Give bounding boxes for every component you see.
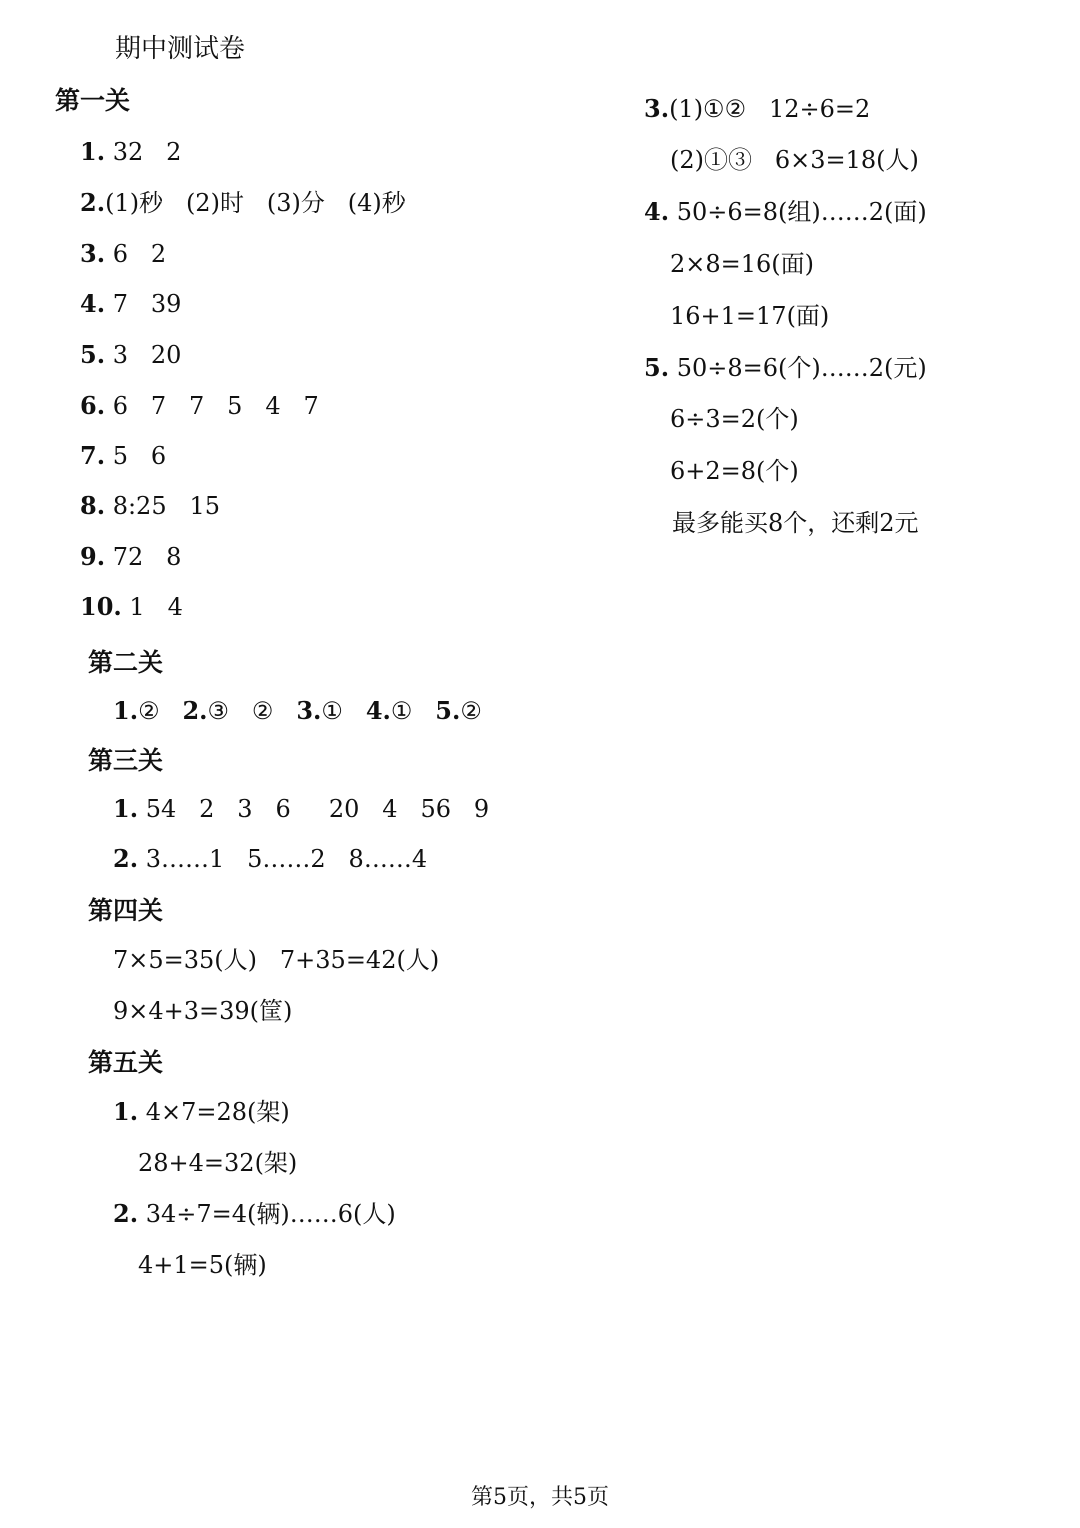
answer-line: 2×8=16(面) [670,250,815,278]
answer-line [80,188,406,217]
question-number: 10. [80,592,122,621]
question-number: 8. [80,491,106,520]
question-number: 1. [113,696,139,725]
question-number: 3. [644,94,670,123]
answer-line [113,1097,290,1126]
question-number: 5. [435,696,461,725]
answer-line [113,696,482,725]
answer-text: ① [321,697,343,725]
answer-text: 54 2 3 6 20 4 56 9 [145,795,490,823]
answer-text: 4×7=28(架) [145,1098,290,1126]
answer-line: 7×5=35(人) 7+35=42(人) [113,946,440,974]
page-title: 期中测试卷 [115,34,246,64]
question-number: 4. [644,197,670,226]
answer-line [113,1199,396,1228]
answer-line [644,197,927,226]
page-footer: 第5页，共5页 [471,1485,609,1510]
answer-text: 34÷7=4(辆)……6(人) [145,1200,396,1228]
question-number: 5. [644,353,670,382]
question-number: 3. [296,696,322,725]
question-number: 6. [80,391,106,420]
section-heading-5: 第五关 [88,1048,164,1077]
answer-text: ② [460,697,482,725]
answer-line: 16+1=17(面) [670,302,830,330]
answer-text: 3……1 5……2 8……4 [145,845,428,873]
question-number: 5. [80,340,106,369]
answer-text: 3 20 [112,341,182,369]
answer-line: 6+2=8(个) [670,457,799,485]
answer-line [644,353,927,382]
answer-line [113,844,428,873]
answer-text: 6 7 7 5 4 7 [112,392,319,420]
answer-line [80,542,182,571]
section-heading-4: 第四关 [88,896,164,925]
answer-line [80,491,221,520]
question-number: 7. [80,441,106,470]
section-heading-2: 第二关 [88,648,164,677]
answer-text: ③ ② [207,697,274,725]
question-number: 3. [80,239,106,268]
question-number: 2. [113,844,139,873]
answer-text: ② [138,697,160,725]
answer-text: 8:25 15 [112,492,221,520]
question-number: 4. [365,696,391,725]
answer-line [80,441,167,470]
answer-line [80,239,167,268]
question-number: 1. [113,1097,139,1126]
answer-line: 28+4=32(架) [138,1149,298,1177]
answer-line [644,94,871,123]
answer-line: (2)①③ 6×3=18(人) [670,146,919,174]
answer-line [113,794,490,823]
question-number: 9. [80,542,106,571]
question-number: 1. [113,794,139,823]
answer-text: (1)①② 12÷6=2 [669,95,871,123]
answer-line: 9×4+3=39(筐) [113,997,293,1025]
answer-line: 6÷3=2(个) [670,405,799,433]
answer-text: 32 2 [112,138,182,166]
answer-text: 6 2 [112,240,167,268]
section-heading-1: 第一关 [55,86,131,115]
question-number: 2. [182,696,208,725]
answer-text: 50÷6=8(组)……2(面) [676,198,927,226]
answer-text: ① [390,697,413,725]
answer-text: 50÷8=6(个)……2(元) [676,354,927,382]
answer-line [80,137,182,166]
answer-text: 5 6 [112,442,167,470]
question-number: 1. [80,137,106,166]
answer-line [80,592,183,621]
question-number: 2. [113,1199,139,1228]
answer-text: 72 8 [112,543,182,571]
answer-line: 最多能买8个，还剩2元 [672,509,919,537]
question-number: 4. [80,289,106,318]
answer-line [80,289,182,318]
answer-text: (1)秒 (2)时 (3)分 (4)秒 [105,189,406,217]
section-heading-3: 第三关 [88,746,164,775]
answer-text: 1 4 [129,593,183,621]
answer-line [80,391,319,420]
answer-line: 4+1=5(辆) [138,1251,267,1279]
answer-line [80,340,182,369]
answer-text: 7 39 [112,290,182,318]
question-number: 2. [80,188,106,217]
